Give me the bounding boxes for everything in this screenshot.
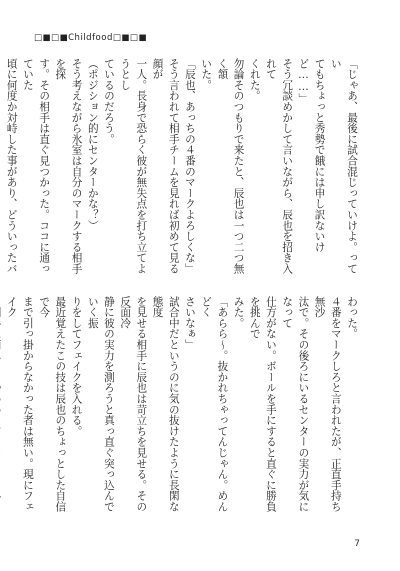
- text-line: を見せる相手に辰也は苛立ちを見せる。その反面冷: [119, 296, 148, 512]
- text-line: てもちょっと秀勢で餓には申し訳ないけど……」: [297, 58, 326, 253]
- text-line: 仕方がない。ボールを手にすると直ぐに勝負を挑んで: [248, 296, 277, 512]
- text-line: みた。: [232, 296, 245, 329]
- text-line: 勿論そのつもりで来たと、辰也は一つ二つ無く頷: [216, 58, 245, 274]
- text-line: りをしてフェイクを入れる。: [70, 296, 83, 437]
- page-number: 7: [354, 539, 360, 549]
- text-line: 汰で。その後ろにいるセンターの実力が気になって: [281, 296, 310, 512]
- text-line: 頃に何度か対峙した事があり、どういったバ: [5, 58, 18, 274]
- text-line: さいなぁ」: [183, 296, 196, 350]
- text-line: 「辰也、あっちの４番のマークよろしくな」: [183, 58, 196, 274]
- text-line: そう考えながら氷室は自分のマークする相手を探: [54, 58, 83, 274]
- text-block-bottom: [5, 296, 360, 518]
- text-line: 静に彼の実力を測ろうと真っ直ぐ突っ込んでいく振: [86, 296, 115, 512]
- text-block-top: [5, 58, 360, 280]
- text-line: いた。: [200, 58, 213, 91]
- text-line: ているのだろう。: [102, 58, 115, 145]
- text-line: そう言われて相手チームを見れば初めて見る顔が: [151, 58, 180, 274]
- text-line: （ポジション的にセンターかな？）: [86, 58, 99, 231]
- running-header: □■□■Childfood□■□■: [34, 33, 147, 43]
- text-line: くれた。: [248, 58, 261, 102]
- text-line: そう冗談めかして言いながら、辰也を招き入れて: [264, 58, 294, 274]
- text-line: 最近覚えたこの技は辰也のちょっとした自信で今: [38, 296, 67, 512]
- text-line: 一人。長身で恐らく彼が無失点を打ち立てようとし: [119, 58, 148, 274]
- text-line: 「あらら～。抜かれちゃってんじゃん。めんどく: [200, 296, 229, 512]
- text-line: 試合中だというのに気の抜けたように長閑な態度: [151, 296, 180, 512]
- text-line: す。その相手は直ぐ見つかった。ココに通っていた: [21, 58, 51, 274]
- text-line: まで引っ掛からなかった者は無い。現にフェイク: [5, 296, 34, 512]
- text-line: わった。: [346, 296, 358, 340]
- text-line: [0, 296, 4, 518]
- text-line: 「じゃあ、最後に試合混じっていけよ。ってい: [329, 58, 358, 274]
- text-line: ４番をマークしろと言われたが、正直手持ち無沙: [313, 296, 342, 512]
